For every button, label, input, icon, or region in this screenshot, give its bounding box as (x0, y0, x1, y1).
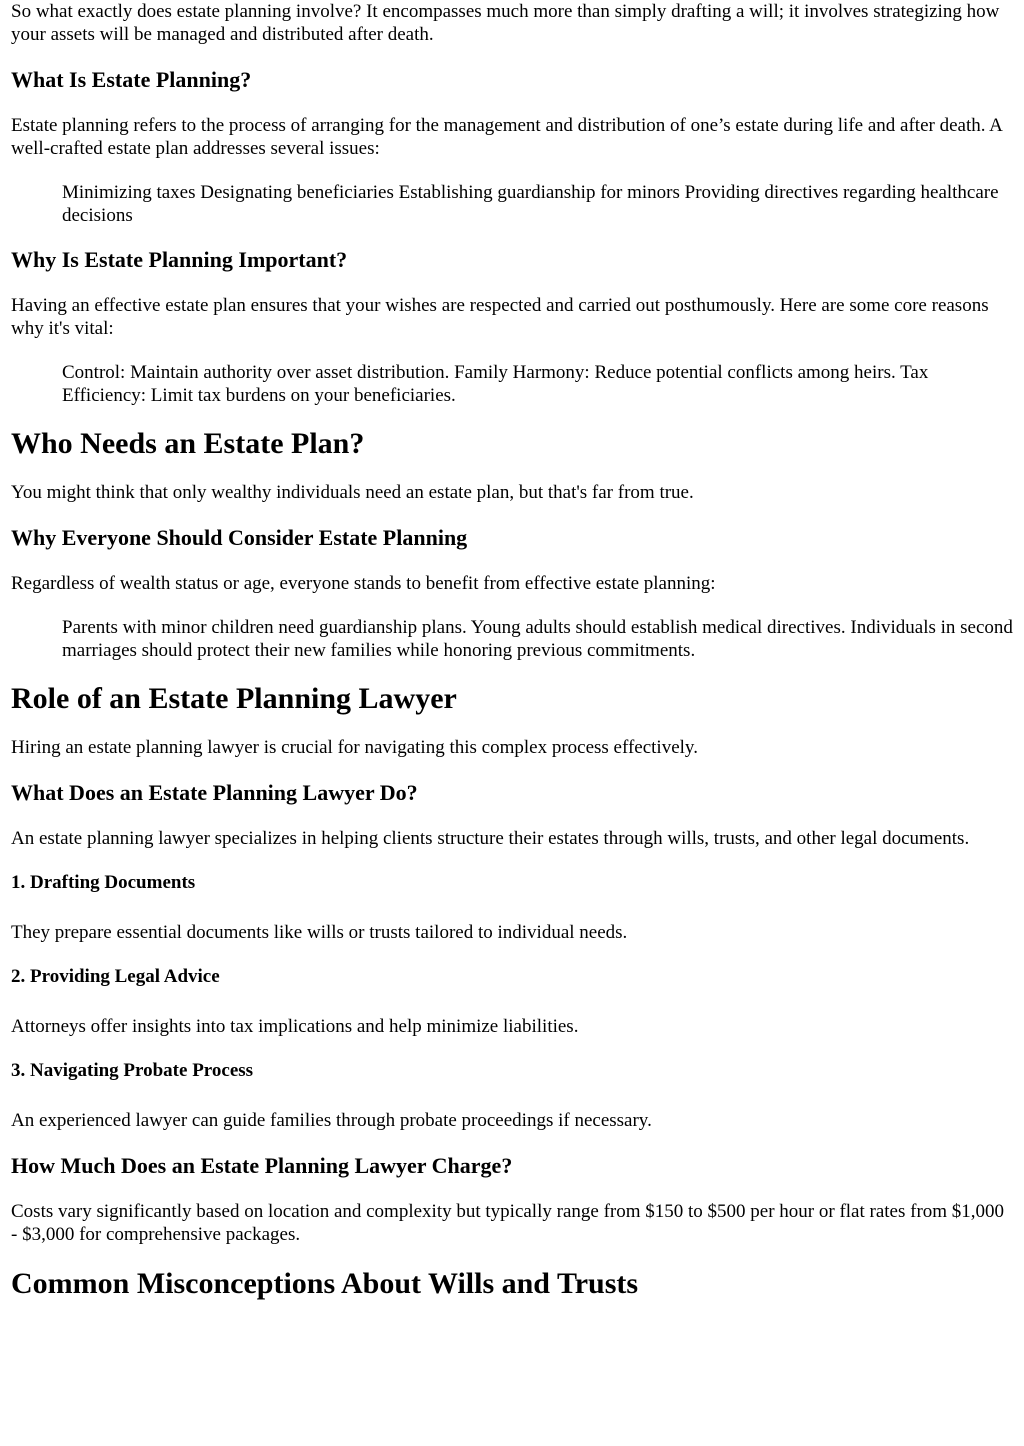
issues-blockquote: Minimizing taxes Designating beneficiaries Establishing guardianship for minors Providing directives regarding healthcare decisions (62, 182, 999, 226)
section-heading-why-important: Why Is Estate Planning Important? (11, 247, 348, 272)
reasons-blockquote: Control: Maintain authority over asset distribution. Family Harmony: Reduce potential conflicts among heirs. Tax Efficiency: Limit tax burdens on your beneficiaries. (62, 362, 929, 406)
item-heading-probate: 3. Navigating Probate Process (11, 1060, 254, 1081)
section-paragraph: You might think that only wealthy individuals need an estate plan, but that's far from true. (11, 482, 694, 503)
item-paragraph: They prepare essential documents like wills or trusts tailored to individual needs. (11, 922, 628, 943)
cost-paragraph: Costs vary significantly based on location and complexity but typically range from $150 to $500 per hour or flat rates from $1,000 - $3,000 for comprehensive packages. (11, 1201, 1005, 1245)
section-paragraph: Regardless of wealth status or age, everyone stands to benefit from effective estate planning: (11, 573, 716, 594)
item-paragraph: An experienced lawyer can guide families through probate proceedings if necessary. (11, 1110, 652, 1131)
section-paragraph: An estate planning lawyer specializes in helping clients structure their estates through wills, trusts, and other legal documents. (11, 828, 970, 849)
item-paragraph: Attorneys offer insights into tax implications and help minimize liabilities. (11, 1016, 579, 1037)
section-heading-misconceptions: Common Misconceptions About Wills and Trusts (11, 1267, 639, 1300)
everyone-blockquote: Parents with minor children need guardianship plans. Young adults should establish medical directives. Individuals in second marriages should protect their new families while honoring previous commitments. (62, 617, 1013, 661)
section-paragraph: Hiring an estate planning lawyer is crucial for navigating this complex process effectively. (11, 737, 698, 758)
section-paragraph: Estate planning refers to the process of arranging for the management and distribution of one’s estate during life and after death. A well-crafted estate plan addresses several issues: (11, 115, 1002, 159)
subheading-why-everyone: Why Everyone Should Consider Estate Planning (11, 525, 468, 550)
section-heading-who-needs-plan: Who Needs an Estate Plan? (11, 427, 365, 460)
intro-paragraph: So what exactly does estate planning involve? It encompasses much more than simply drafting a will; it involves strategizing how your assets will be managed and distributed after death. (11, 1, 1000, 45)
item-heading-drafting: 1. Drafting Documents (11, 872, 196, 893)
section-heading-role-of-lawyer: Role of an Estate Planning Lawyer (11, 682, 457, 715)
section-heading-what-is-estate-planning: What Is Estate Planning? (11, 67, 252, 92)
section-paragraph: Having an effective estate plan ensures that your wishes are respected and carried out posthumously. Here are some core reasons why it's vital: (11, 295, 989, 339)
item-heading-legal-advice: 2. Providing Legal Advice (11, 966, 220, 987)
subheading-lawyer-cost: How Much Does an Estate Planning Lawyer Charge? (11, 1153, 513, 1178)
subheading-what-lawyer-does: What Does an Estate Planning Lawyer Do? (11, 780, 418, 805)
